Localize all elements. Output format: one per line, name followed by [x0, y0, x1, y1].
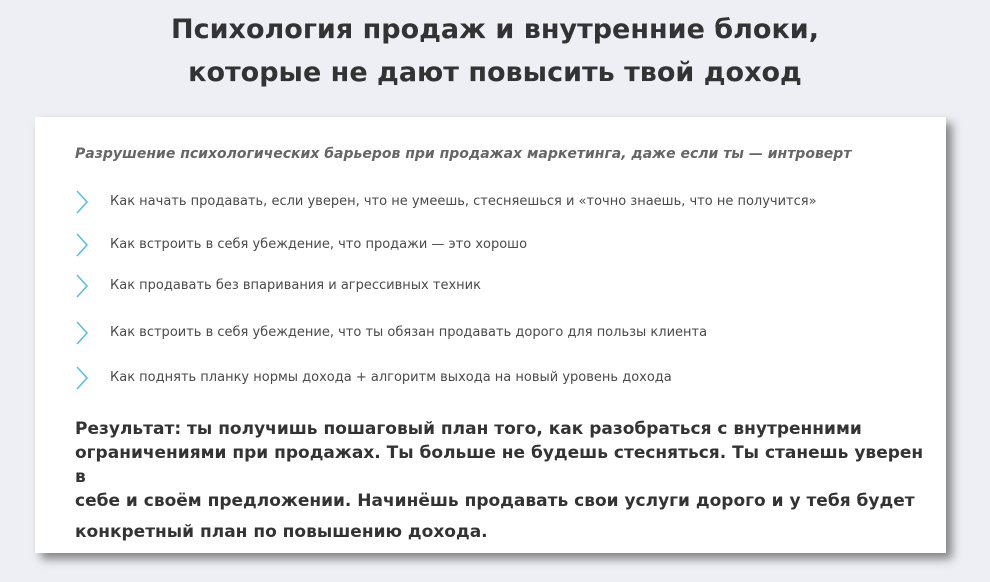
list-item-text: Как продавать без впаривания и агрессивных техник: [110, 278, 481, 293]
list-item: [75, 321, 915, 345]
list-item-text: Как встроить в себя убеждение, что ты обязан продавать дорого для пользы клиента: [110, 325, 708, 340]
result-line-3: себе и своём предложении. Начинёшь продавать свои услуги дорого и у тебя будет: [75, 491, 915, 511]
list-item-text: Как встроить в себя убеждение, что продажи — это хорошо: [110, 237, 528, 252]
page-title: [0, 8, 990, 94]
result-paragraph: [75, 417, 925, 544]
page-title-line-1: Психология продаж и внутренние блоки,: [171, 14, 819, 45]
list-item: [75, 274, 915, 298]
result-line-2: ограничениями при продажах. Ты больше не будешь стесняться. Ты станешь уверен в: [75, 443, 924, 487]
result-line-1: Результат: ты получишь пошаговый план того, как разобраться с внутренними: [75, 419, 862, 439]
list-item-text: Как поднять планку нормы дохода + алгоритм выхода на новый уровень дохода: [110, 370, 672, 385]
card-subtitle: Разрушение психологических барьеров при продажах маркетинга, даже если ты — интроверт: [75, 146, 852, 162]
page-title-line-2: которые не дают повысить твой доход: [188, 57, 802, 88]
list-item: [75, 233, 915, 257]
chevron-right-icon: [75, 274, 89, 298]
result-line-4: конкретный план по повышению дохода.: [75, 522, 488, 542]
list-item: [75, 190, 915, 214]
chevron-right-icon: [75, 366, 89, 390]
content-card: [35, 117, 946, 553]
chevron-right-icon: [75, 321, 89, 345]
chevron-right-icon: [75, 233, 89, 257]
list-item: [75, 366, 915, 390]
chevron-right-icon: [75, 190, 89, 214]
list-item-text: Как начать продавать, если уверен, что не умеешь, стесняешься и «точно знаешь, что не получится»: [110, 194, 817, 209]
